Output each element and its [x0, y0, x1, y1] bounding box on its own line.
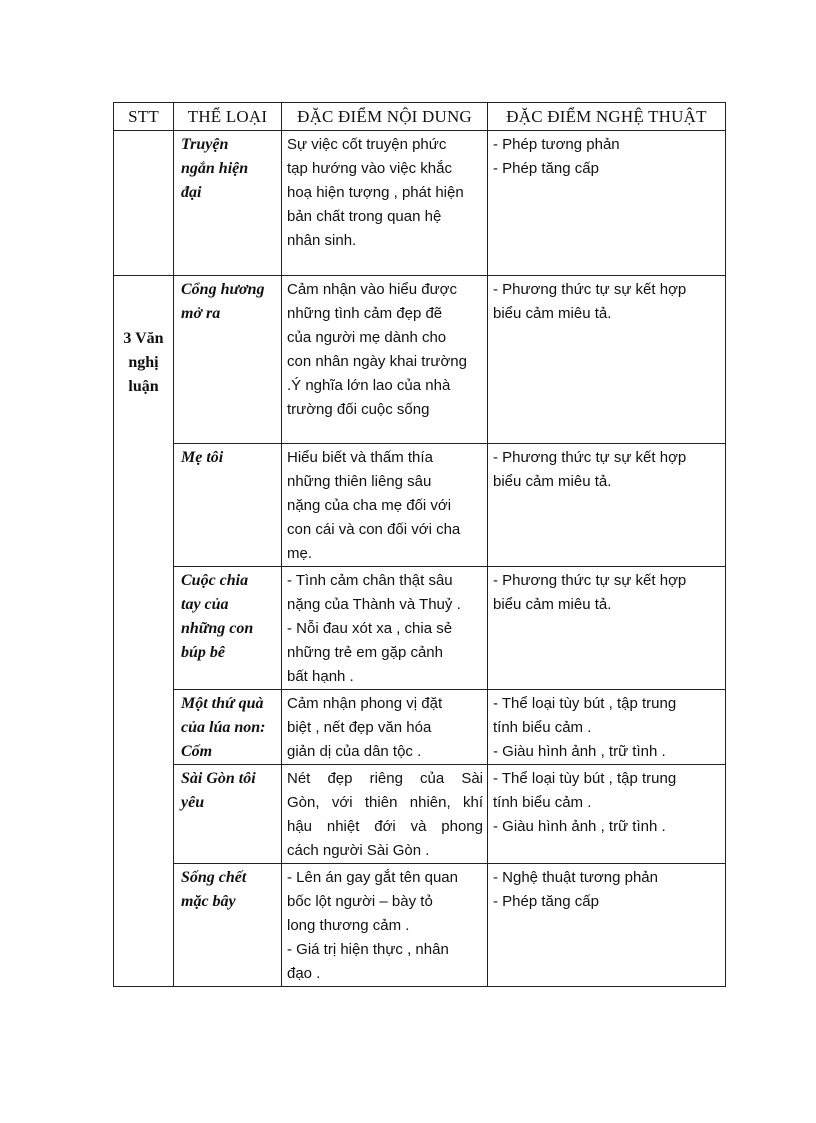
art-cell — [488, 690, 726, 765]
art-cell — [488, 444, 726, 567]
content-line: cách người Sài Gòn . — [287, 842, 430, 859]
type-line: Cổng hương — [181, 281, 265, 298]
content-line: Hiểu biết và thấm thía — [287, 449, 433, 466]
content-line: trường đối cuộc sống — [287, 401, 430, 418]
table-row — [114, 765, 726, 864]
table-row — [114, 690, 726, 765]
art-line: - Phương thức tự sự kết hợp — [493, 281, 687, 298]
type-line: Một thứ quà — [181, 695, 264, 712]
content-line: đạo . — [287, 965, 321, 982]
art-line: - Thể loại tùy bút , tập trung — [493, 695, 677, 712]
art-cell — [488, 131, 726, 276]
header-stt: STT — [114, 103, 174, 131]
art-cell — [488, 567, 726, 690]
header-type: THỂ LOẠI — [174, 103, 282, 131]
group-stt-line: 3 Văn — [123, 330, 164, 347]
art-line: tính biểu cảm . — [493, 794, 592, 811]
art-cell — [488, 765, 726, 864]
content-line: .Ý nghĩa lớn lao của nhà — [287, 377, 451, 394]
content-line: nặng của Thành và Thuỷ . — [287, 596, 461, 613]
content-line: bất hạnh . — [287, 668, 354, 685]
table-row — [114, 567, 726, 690]
table-row — [114, 276, 726, 444]
content-line: Gòn, với thiên nhiên, khí — [287, 794, 483, 811]
content-line: bản chất trong quan hệ — [287, 208, 442, 225]
content-line: của người mẹ dành cho — [287, 329, 447, 346]
content-line: con nhân ngày khai trường — [287, 353, 467, 370]
header-row — [114, 103, 726, 131]
content-line: - Tình cảm chân thật sâu — [287, 572, 453, 589]
art-cell — [488, 276, 726, 444]
content-line: những tình cảm đẹp đẽ — [287, 305, 443, 322]
content-line: Sự việc cốt truyện phức — [287, 136, 447, 153]
content-line: những trẻ em gặp cảnh — [287, 644, 443, 661]
art-cell — [488, 864, 726, 987]
header-content: ĐẶC ĐIỂM NỘI DUNG — [282, 103, 488, 131]
content-cell — [282, 765, 488, 864]
type-line: tay của — [181, 596, 229, 613]
group-stt-line: luận — [128, 378, 159, 395]
type-cell — [174, 765, 282, 864]
content-cell — [282, 690, 488, 765]
content-line: giản dị của dân tộc . — [287, 743, 422, 760]
type-line: yêu — [181, 794, 205, 811]
type-line: mặc bây — [181, 893, 236, 910]
content-line: nhân sinh. — [287, 232, 357, 249]
art-line: - Phương thức tự sự kết hợp — [493, 572, 687, 589]
art-line: - Giàu hình ảnh , trữ tình . — [493, 818, 666, 835]
content-line: những thiên liêng sâu — [287, 473, 432, 490]
art-line: biểu cảm miêu tả. — [493, 473, 612, 490]
content-line: Cảm nhận phong vị đặt — [287, 695, 443, 712]
type-line: Cuộc chia — [181, 572, 249, 589]
content-line: bốc lột người – bày tỏ — [287, 893, 433, 910]
type-line: ngắn hiện — [181, 160, 249, 177]
type-line: Mẹ tôi — [181, 449, 224, 466]
content-line: - Lên án gay gắt tên quan — [287, 869, 458, 886]
table-row — [114, 131, 726, 276]
art-line: biểu cảm miêu tả. — [493, 596, 612, 613]
type-cell — [174, 276, 282, 444]
art-line: - Giàu hình ảnh , trữ tình . — [493, 743, 666, 760]
art-line: - Phương thức tự sự kết hợp — [493, 449, 687, 466]
type-cell — [174, 567, 282, 690]
type-cell — [174, 444, 282, 567]
stt-cell-empty — [114, 131, 174, 276]
type-line: Cốm — [181, 743, 213, 760]
content-line: tạp hướng vào việc khắc — [287, 160, 452, 177]
header-art: ĐẶC ĐIỂM NGHỆ THUẬT — [488, 103, 726, 131]
content-line: nặng của cha mẹ đối với — [287, 497, 452, 514]
content-cell — [282, 567, 488, 690]
content-line: hậu nhiệt đới và phong — [287, 818, 483, 835]
table-row — [114, 864, 726, 987]
content-cell — [282, 276, 488, 444]
art-line: - Thể loại tùy bút , tập trung — [493, 770, 677, 787]
type-cell — [174, 131, 282, 276]
type-line: Sống chết — [181, 869, 247, 886]
content-cell — [282, 131, 488, 276]
content-line: mẹ. — [287, 545, 313, 562]
type-cell — [174, 864, 282, 987]
content-line: long thương cảm . — [287, 917, 410, 934]
art-line: biểu cảm miêu tả. — [493, 305, 612, 322]
type-line: Sài Gòn tôi — [181, 770, 256, 787]
content-line: Cảm nhận vào hiểu được — [287, 281, 457, 298]
type-line: Truyện — [181, 136, 229, 153]
content-cell — [282, 444, 488, 567]
type-line: mở ra — [181, 305, 221, 322]
art-line: - Phép tăng cấp — [493, 893, 599, 910]
content-cell — [282, 864, 488, 987]
content-line: - Nỗi đau xót xa , chia sẻ — [287, 620, 453, 637]
type-line: búp bê — [181, 644, 225, 661]
art-line: - Nghệ thuật tương phản — [493, 869, 658, 886]
table-row — [114, 444, 726, 567]
content-line: Nét đẹp riêng của Sài — [287, 770, 483, 787]
type-line: của lúa non: — [181, 719, 266, 736]
type-line: đại — [181, 184, 202, 201]
content-line: hoạ hiện tượng , phát hiện — [287, 184, 464, 201]
content-line: biệt , nết đẹp văn hóa — [287, 719, 432, 736]
art-line: tính biểu cảm . — [493, 719, 592, 736]
content-line: - Giá trị hiện thực , nhân — [287, 941, 449, 958]
type-cell — [174, 690, 282, 765]
art-line: - Phép tăng cấp — [493, 160, 599, 177]
group-stt-line: nghị — [128, 354, 159, 371]
type-line: những con — [181, 620, 254, 637]
literature-table — [113, 102, 726, 987]
art-line: - Phép tương phản — [493, 136, 620, 153]
group-stt-cell — [114, 276, 174, 987]
content-line: con cái và con đối với cha — [287, 521, 461, 538]
